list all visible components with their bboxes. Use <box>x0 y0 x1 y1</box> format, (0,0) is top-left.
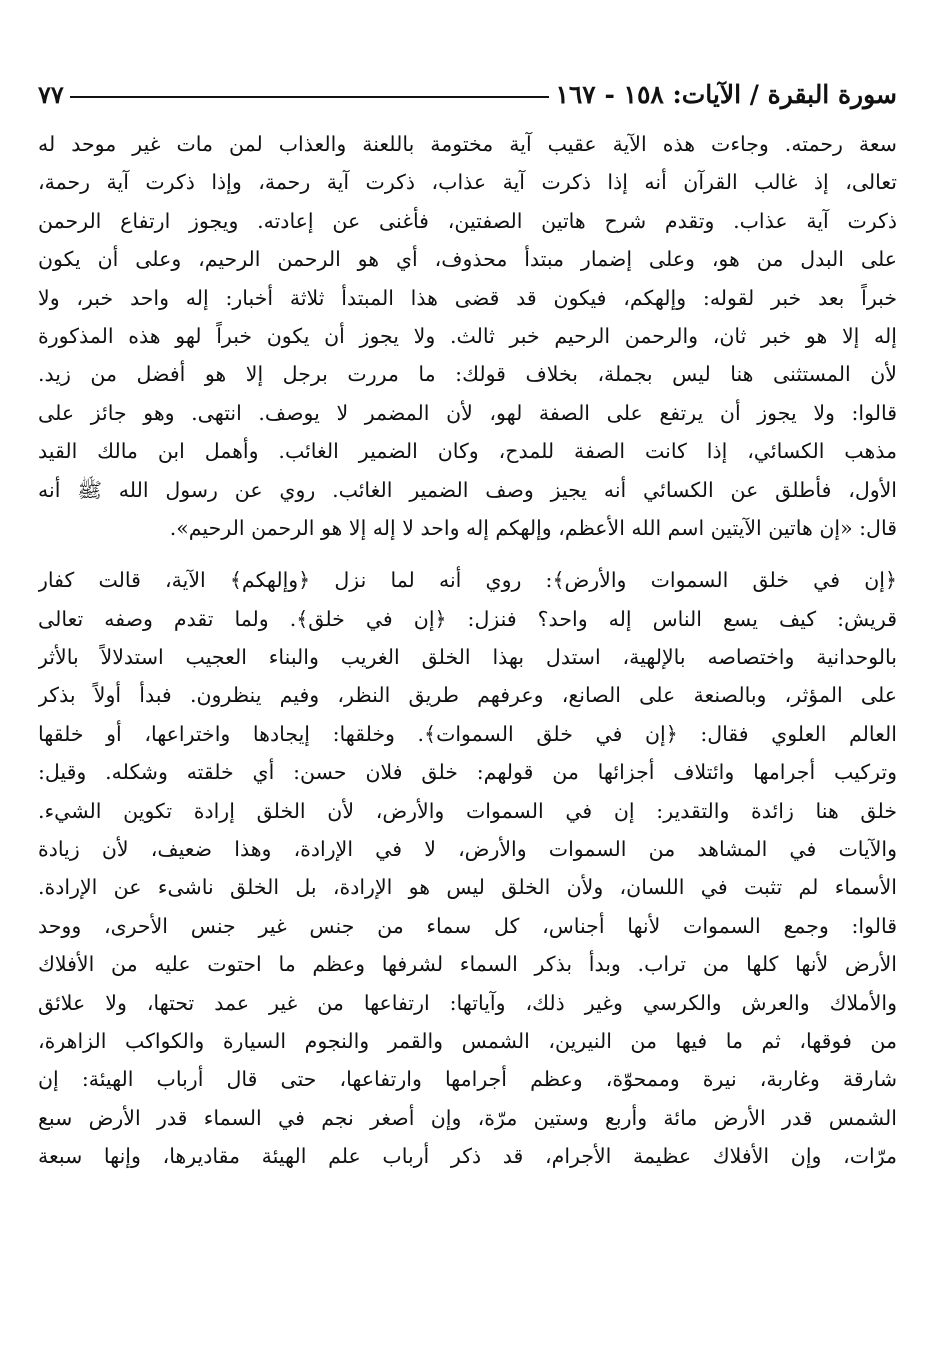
text-line: الشمس قدر الأرض مائة وأربع وستين مرّة، وإن أصغر نجم في السماء قدر الأرض سبع <box>38 1105 897 1130</box>
text-line: من فوقها، ثم ما فيها من النيرين، الشمس والقمر والنجوم السيارة والكواكب الزاهرة، <box>38 1028 897 1053</box>
text-line: شارقة وغاربة، نيرة وممحوّة، وعظم أجرامها وارتفاعها، حتى قال أرباب الهيئة: إن <box>38 1067 897 1092</box>
text-line: خبراً بعد خبر لقوله: وإلهكم، فيكون قد قضى هذا المبتدأ ثلاثة أخبار: إله واحد خبر، ولا <box>38 285 897 310</box>
text-line: وتركيب أجرامها وائتلاف أجزائها من قولهم: خلق فلان حسن: أي خلقته وشكله. وقيل: <box>38 760 897 785</box>
text-line: على المؤثر، وبالصنعة على الصانع، وعرفهم طريق النظر، وفيم ينظرون. فبدأ أولاً بذكر <box>38 683 897 708</box>
text-line: قريش: كيف يسع الناس إله واحد؟ فنزل: ﴿إن في خلق﴾. ولما تقدم وصفه تعالى <box>38 606 897 631</box>
running-header <box>38 72 897 116</box>
text-line: ذكرت آية عذاب. وتقدم شرح هاتين الصفتين، فأغنى عن إعادته. ويجوز ارتفاع الرحمن <box>38 208 897 233</box>
text-line: قال: «إن هاتين الآيتين اسم الله الأعظم، وإلهكم إله واحد لا إله إلا هو الرحمن الرحيم». <box>169 515 897 540</box>
text-line: والأملاك والعرش والكرسي وغير ذلك، وآياتها: ارتفاعها من غير عمد تحتها، ولا علائق <box>38 990 897 1015</box>
text-line: مرّات، وإن الأفلاك عظيمة الأجرام، قد ذكر أرباب علم الهيئة مقاديرها، وإنها سبعة <box>38 1144 897 1169</box>
surah-title: سورة البقرة / الآيات: ١٥٨ - ١٦٧ <box>555 79 897 109</box>
paragraph-1 <box>38 125 897 547</box>
text-line: والآيات في المشاهد من السموات والأرض، لا في الإرادة، وهذا ضعيف، لأن زيادة <box>38 837 897 862</box>
page-body <box>38 125 897 1176</box>
text-line: إله إلا هو خبر ثان، والرحمن الرحيم خبر ثالث. ولا يجوز أن يكون خبراً لهو هذه المذكورة <box>38 323 897 348</box>
text-line: على البدل من هو، وعلى إضمار مبتدأ محذوف، أي هو الرحمن الرحيم، وعلى أن يكون <box>38 247 897 272</box>
text-line: الأول، فأطلق عن الكسائي أنه يجيز وصف الضمير الغائب. روي عن رسول الله ﷺ أنه <box>38 477 897 502</box>
text-line: ﴿إن في خلق السموات والأرض﴾: روي أنه لما نزل ﴿وإلهكم﴾ الآية، قالت كفار <box>38 568 897 593</box>
text-line: سعة رحمته. وجاءت هذه الآية عقيب آية مختومة باللعنة والعذاب لمن مات غير موحد له <box>38 132 897 156</box>
paragraph-2 <box>38 561 897 1175</box>
text-line: الأسماء لم تثبت في اللسان، ولأن الخلق ليس هو الإرادة، بل الخلق ناشىء عن الإرادة. <box>38 875 897 900</box>
paragraph-gap <box>38 547 897 561</box>
text-line: بالوحدانية واختصاصه بالإلهية، استدل بهذا الخلق الغريب والبناء العجيب استدلالاً بالأثر <box>38 645 897 670</box>
text-line: قالوا: ولا يجوز أن يرتفع على الصفة لهو، لأن المضمر لا يوصف. انتهى. وهو جائز على <box>38 400 897 425</box>
page-number: ٧٧ <box>38 79 64 109</box>
text-line: مذهب الكسائي، إذا كانت الصفة للمدح، وكان الضمير الغائب. وأهمل ابن مالك القيد <box>38 439 897 464</box>
text-line: الأرض لأنها كلها من تراب. وبدأ بذكر السماء لشرفها وعظم ما احتوت عليه من الأفلاك <box>38 952 897 977</box>
text-line: خلق هنا زائدة والتقدير: إن في السموات والأرض، لأن الخلق إرادة تكوين الشيء. <box>38 798 897 823</box>
header-rule <box>70 96 550 98</box>
text-line: قالوا: وجمع السموات لأنها أجناس، كل سماء من جنس غير جنس الأحرى، ووحد <box>38 913 897 938</box>
text-line: العالم العلوي فقال: ﴿إن في خلق السموات﴾. وخلقها: إيجادها واختراعها، أو خلقها <box>38 721 897 746</box>
text-line: لأن المستثنى هنا ليس بجملة، بخلاف قولك: ما مررت برجل إلا هو أفضل من زيد. <box>38 362 897 387</box>
text-line: تعالى، إذ غالب القرآن أنه إذا ذكرت آية عذاب، ذكرت آية رحمة، وإذا ذكرت آية رحمة، <box>38 170 897 195</box>
